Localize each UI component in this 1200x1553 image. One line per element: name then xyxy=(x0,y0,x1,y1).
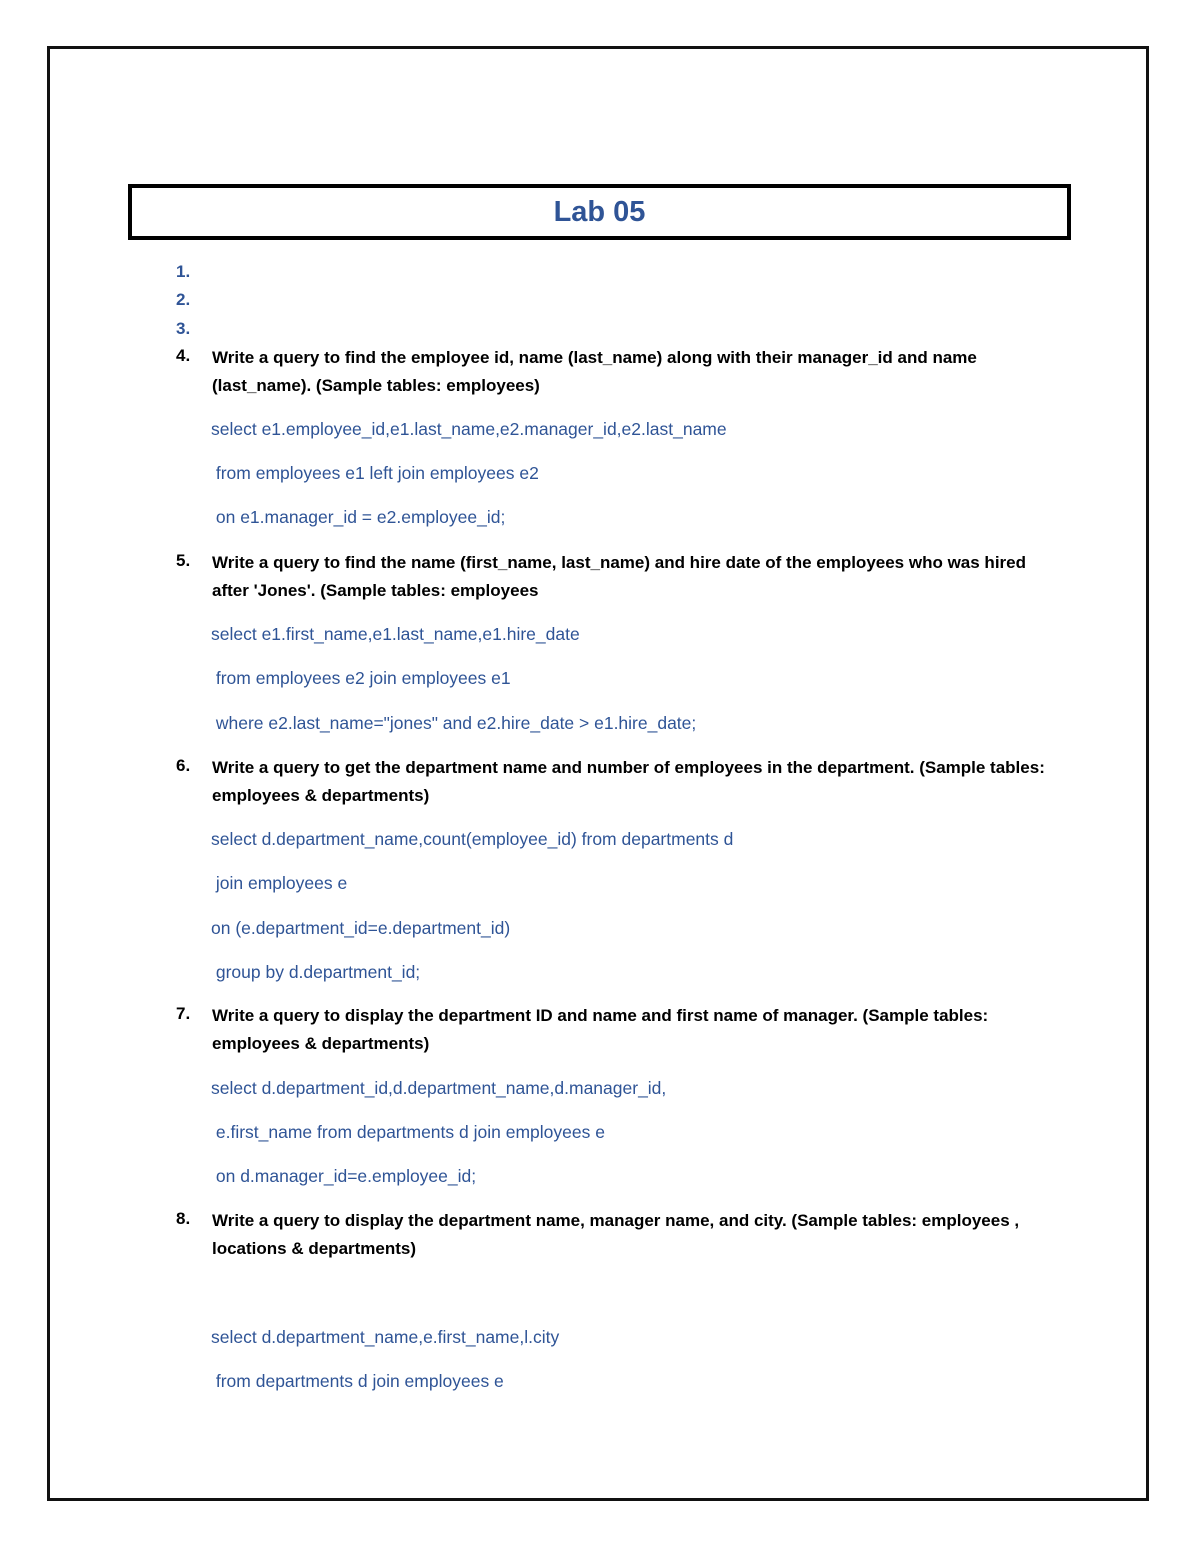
question-number: 4. xyxy=(176,346,191,365)
page-title: Lab 05 xyxy=(553,195,646,228)
list-item-number: 3. xyxy=(176,319,191,338)
code-line: select d.department_name,count(employee_id) from departments d xyxy=(211,829,734,849)
question-7 xyxy=(176,1002,1056,1058)
question-text: Write a query to get the department name and number of employees in the department. (Sample tables: employees & departments) xyxy=(212,758,1045,805)
question-text: Write a query to display the department name, manager name, and city. (Sample tables: employees , locations & departments) xyxy=(212,1211,1020,1258)
question-text: Write a query to find the employee id, name (last_name) along with their manager_id and name (last_name). (Sample tables: employees) xyxy=(212,348,977,395)
code-line: on (e.department_id=e.department_id) xyxy=(211,918,511,938)
question-5 xyxy=(176,549,1056,605)
code-line: group by d.department_id; xyxy=(211,962,421,982)
list-item-number: 2. xyxy=(176,290,191,309)
question-number: 6. xyxy=(176,756,191,775)
list-item-number: 1. xyxy=(176,262,191,281)
code-line: from employees e1 left join employees e2 xyxy=(211,463,539,483)
question-text: Write a query to display the department ID and name and first name of manager. (Sample tables: employees & departments) xyxy=(212,1006,989,1053)
question-number: 7. xyxy=(176,1004,191,1023)
title-box xyxy=(128,184,1071,240)
code-line: join employees e xyxy=(211,873,348,893)
code-line: select d.department_id,d.department_name,d.manager_id, xyxy=(211,1078,667,1098)
code-line: from departments d join employees e xyxy=(211,1371,504,1391)
question-8 xyxy=(176,1207,1056,1263)
code-line: on d.manager_id=e.employee_id; xyxy=(211,1166,477,1186)
code-line: where e2.last_name="jones" and e2.hire_date > e1.hire_date; xyxy=(211,713,697,733)
question-text: Write a query to find the name (first_name, last_name) and hire date of the employees who was hired after 'Jones'. (Sample tables: employees xyxy=(212,553,1026,600)
code-line: select e1.first_name,e1.last_name,e1.hire_date xyxy=(211,624,580,644)
question-6 xyxy=(176,754,1056,810)
question-number: 5. xyxy=(176,551,191,570)
code-line: e.first_name from departments d join employees e xyxy=(211,1122,605,1142)
code-line: select d.department_name,e.first_name,l.city xyxy=(211,1327,560,1347)
code-line: on e1.manager_id = e2.employee_id; xyxy=(211,507,506,527)
question-4 xyxy=(176,344,1056,400)
code-line: from employees e2 join employees e1 xyxy=(211,668,511,688)
question-number: 8. xyxy=(176,1209,191,1228)
code-line: select e1.employee_id,e1.last_name,e2.manager_id,e2.last_name xyxy=(211,419,727,439)
